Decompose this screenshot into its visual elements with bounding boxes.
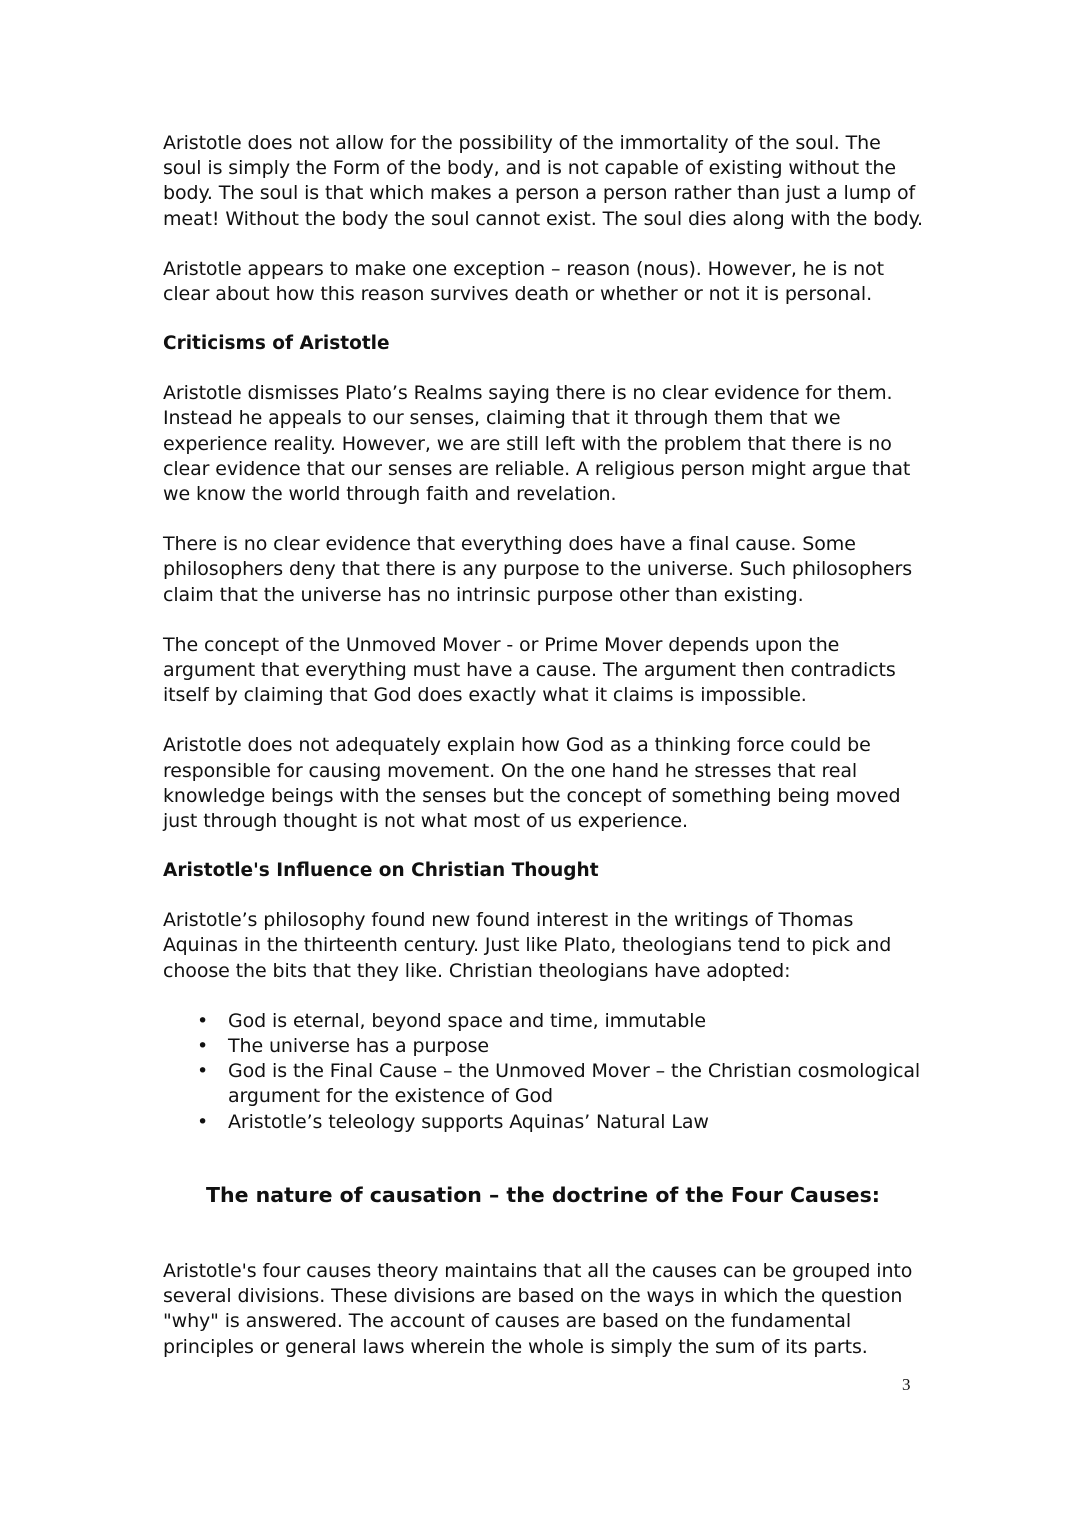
paragraph-criticism-2: There is no clear evidence that everything does have a final cause. Some philosophers deny that there is any purpose to the universe. Such philosophers claim that the universe has no intrinsic purpose other than existing. (163, 533, 913, 606)
page-content (163, 131, 923, 1360)
paragraph-criticism-3: The concept of the Unmoved Mover - or Prime Mover depends upon the argument that everything must have a cause. The argument then contradicts itself by claiming that God does exactly what it claims is impossible. (163, 633, 896, 707)
paragraph-soul-immortality: Aristotle does not allow for the possibility of the immortality of the soul. The soul is simply the Form of the body, and is not capable of existing without the body. The soul is that which makes a person a person rather than just a lump of meat! Without the body the soul cannot exist. The soul dies along with the body. (163, 132, 923, 230)
list-item: • Aristotle’s teleology supports Aquinas’ Natural Law (163, 1110, 923, 1135)
paragraph-criticism-1: Aristotle dismisses Plato’s Realms saying there is no clear evidence for them. Instead he appeals to our senses, claiming that it through them that we experience reality. However, we are still left with the problem that there is no clear evidence that our senses are reliable. A religious person might argue that we know the world through faith and revelation. (163, 382, 911, 506)
paragraph-influence-intro: Aristotle’s philosophy found new found interest in the writings of Thomas Aquinas in the thirteenth century. Just like Plato, theologians tend to pick and choose the bits that they like. Christian theologians have adopted: (163, 909, 892, 982)
paragraph-criticism-4: Aristotle does not adequately explain how God as a thinking force could be responsible for causing movement. On the one hand he stresses that real knowledge beings with the senses but the concept of something being moved just through thought is not what most of us experience. (163, 734, 901, 833)
paragraph-reason-exception: Aristotle appears to make one exception – reason (nous). However, he is not clear about how this reason survives death or whether or not it is personal. (163, 257, 884, 306)
section-heading-criticisms: Criticisms of Aristotle (163, 333, 390, 355)
list-item: • God is the Final Cause – the Unmoved Mover – the Christian cosmological argument for the existence of God (163, 1059, 923, 1109)
page-number: 3 (902, 1375, 911, 1394)
paragraph-four-causes: Aristotle's four causes theory maintains that all the causes can be grouped into several divisions. These divisions are based on the ways in which the question "why" is answered. The account of causes are based on the fundamental principles or general laws wherein the whole is simply the sum of its parts. (163, 1259, 913, 1358)
section-heading-four-causes: The nature of causation – the doctrine of the Four Causes: (206, 1182, 880, 1207)
list-item: • God is eternal, beyond space and time, immutable (163, 1009, 923, 1034)
list-item: • The universe has a purpose (163, 1034, 923, 1059)
section-heading-influence: Aristotle's Influence on Christian Thought (163, 860, 599, 882)
adopted-beliefs-list (163, 1009, 923, 1135)
